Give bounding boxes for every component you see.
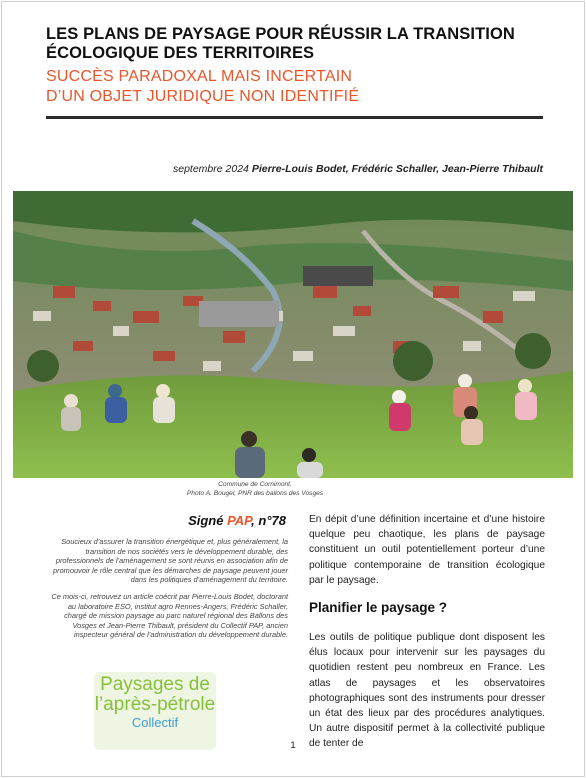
cover-photo xyxy=(13,191,573,478)
subtitle-line-1: SUCCÈS PARADOXAL MAIS INCERTAIN xyxy=(46,68,353,85)
title-rule xyxy=(46,116,543,119)
pap-logo xyxy=(90,672,220,750)
body-paragraph-2: Les outils de politique publique dont disposent les élus locaux pour intervenir sur les paysages du quotidien restent peu nombreux en France. Les atlas de paysages et les observatoires photographiques sont des instruments pour dresser un état des lieux par des procédures analytiques. Un autre dispositif permet à la collectivité publique de tenter de xyxy=(309,632,545,750)
page-number: 1 xyxy=(290,740,296,751)
page-title: LES PLANS DE PAYSAGE POUR RÉUSSIR LA TRANSITION ÉCOLOGIQUE DES TERRITOIRES xyxy=(46,25,515,62)
byline xyxy=(60,163,543,175)
byline-authors: Pierre-Louis Bodet, Frédéric Schaller, Jean-Pierre Thibault xyxy=(251,163,543,175)
article-body xyxy=(309,512,545,752)
cover-photo-illustration xyxy=(13,191,573,478)
signe-pap-heading xyxy=(50,513,286,528)
logo-line-1: Paysages de xyxy=(100,674,210,695)
intro-text xyxy=(44,537,288,647)
photo-caption-line-2: Photo A. Bougel, PNR des ballons des Vosges xyxy=(186,489,324,497)
signe-pap: PAP xyxy=(227,513,252,528)
page-subtitle xyxy=(46,67,546,107)
photo-caption xyxy=(150,481,360,498)
logo-line-3: Collectif xyxy=(131,715,179,730)
intro-paragraph-2: Ce mois-ci, retrouvez un article coécrit par Pierre-Louis Bodet, doctorant au laboratoire ESO, institut agro Rennes-Angers, Frédéric Schaller, chargé de mission paysage au parc naturel régional des Ballons des Vosges et Jean-Pierre Thibault, président du Collectif PAP, ancien inspecteur général de l’administration du développement durable. xyxy=(51,591,288,640)
intro-paragraph-1: Soucieux d’assurer la transition énergétique et, plus généralement, la transition de nos sociétés vers le développement durable, des professionnels de l’aménagement se sont réunis en association afin de promouvoir le rôle central que les démarches de paysage peuvent jouer dans les politiques d’aménagement du territoire. xyxy=(53,537,288,585)
signe-number: , n°78 xyxy=(251,513,286,528)
subtitle-line-2: D’UN OBJET JURIDIQUE NON IDENTIFIÉ xyxy=(46,88,360,105)
photo-caption-line-1: Commune de Cornimont. xyxy=(218,481,292,488)
body-paragraph-1: En dépit d’une définition incertaine et d’une histoire quelque peu chaotique, les plans de paysage constituent un outil potentiellement porteur d’une politique contemporaine de transition écologique par le paysage. xyxy=(309,514,545,586)
logo-line-2: l’après-pétrole xyxy=(94,694,216,715)
byline-date: septembre 2024 xyxy=(173,163,249,175)
signe-prefix: Signé xyxy=(188,513,228,528)
section-heading: Planifier le paysage ? xyxy=(309,600,448,616)
